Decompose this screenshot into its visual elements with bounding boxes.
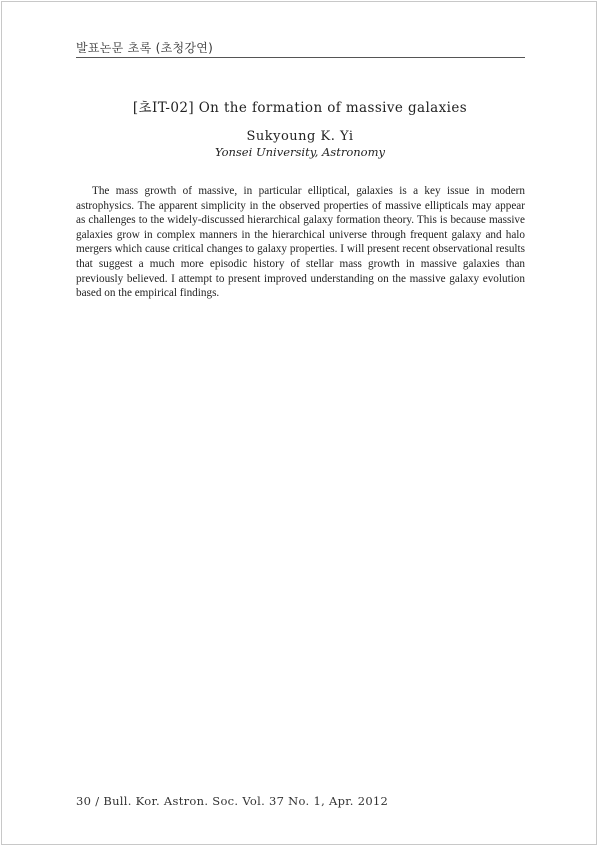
- header-rule: [76, 57, 525, 58]
- abstract-paragraph: The mass growth of massive, in particular elliptical, galaxies is a key issue in modern astrophysics. The apparent simplicity in the observed properties of massive ellipticals may appear as challenges to the widely-discussed hierarchical galaxy formation theory. This is because massive galaxies grow in complex manners in the hierarchical universe through frequent galaxy and halo mergers which cause critical changes to galaxy properties. I will present recent observational results that suggest a much more episodic history of stellar mass growth in massive galaxies than previously believed. I attempt to present improved understanding on the massive galaxy evolution based on the empirical findings.: [76, 185, 525, 300]
- article-title: [초IT-02] On the formation of massive galaxies: [132, 100, 468, 116]
- running-header: 발표논문 초록 (초청강연): [76, 41, 214, 55]
- author-name: Sukyoung K. Yi: [246, 129, 354, 144]
- page-border: [1, 1, 597, 845]
- author-affiliation: Yonsei University, Astronomy: [214, 145, 385, 159]
- footer-citation: 30 / Bull. Kor. Astron. Soc. Vol. 37 No. 1, Apr. 2012: [76, 794, 389, 808]
